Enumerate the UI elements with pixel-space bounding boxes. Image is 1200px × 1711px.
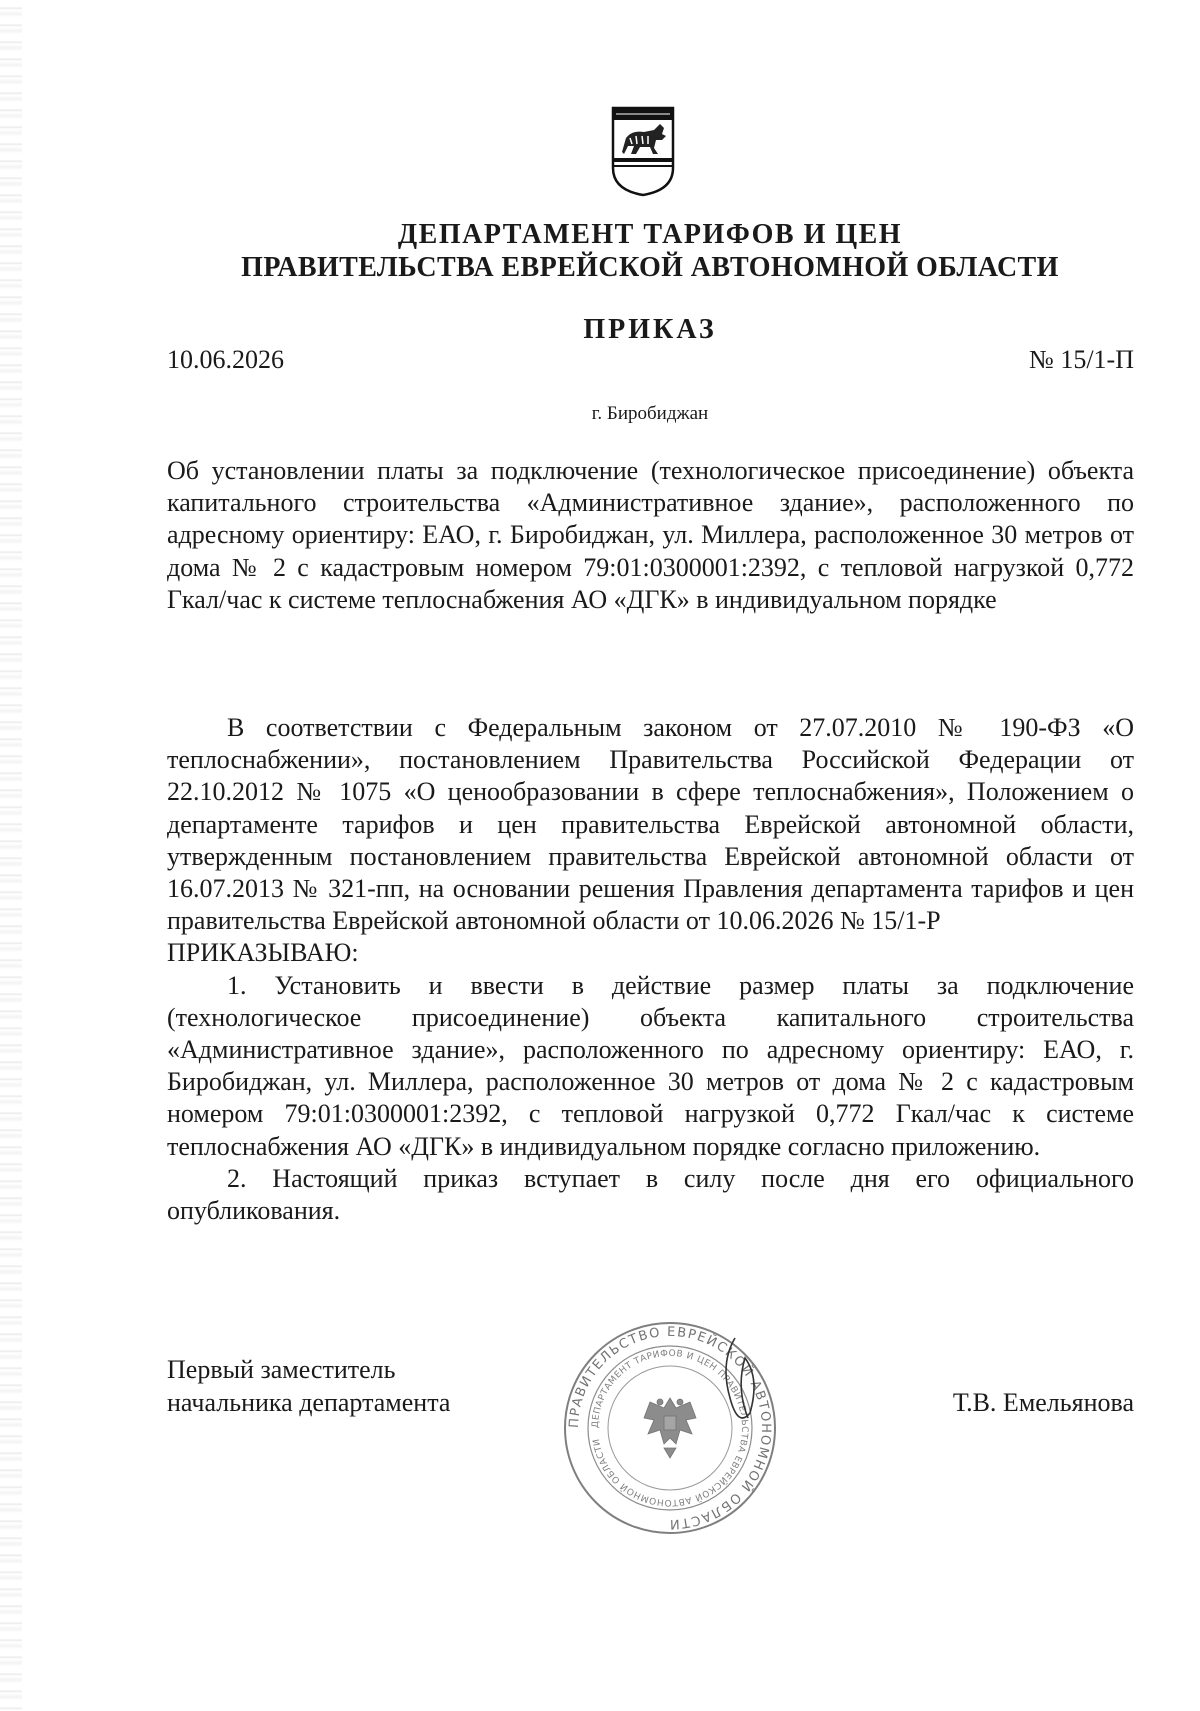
order-item-2: 2. Настоящий приказ вступает в силу после дня его официального опубликования.: [167, 1163, 1134, 1226]
document-date: 10.06.2026: [167, 345, 284, 374]
department-name-line1: ДЕПАРТАМЕНТ ТАРИФОВ И ЦЕН: [397, 219, 903, 250]
document-number: № 15/1-П: [1029, 345, 1134, 374]
signatory-position: [167, 1353, 450, 1419]
seal-outer-text: ПРАВИТЕЛЬСТВО ЕВРЕЙСКОЙ АВТОНОМНОЙ ОБЛАСТИ: [566, 1324, 774, 1532]
document-title: ПРИКАЗ: [583, 314, 717, 345]
double-headed-eagle-icon: [644, 1398, 696, 1458]
signatory-name: Т.В. Емельянова: [952, 1388, 1134, 1417]
order-item-1: 1. Установить и ввести в действие размер платы за подключение (технологическое присоединение) объекта капитального строительства «Административное здание», расположенного по адресному ориентиру: ЕАО, г. Биробиджан, ул. Миллера, расположенное 30 метров от дома № 2 с кадастровым номером 79:01:0300001:2392, с тепловой нагрузкой 0,772 Гкал/час к системе теплоснабжения АО «ДГК» в индивидуальном порядке согласно приложению.: [167, 970, 1134, 1161]
document-body: [167, 712, 1134, 1227]
seal-inner-text: ДЕПАРТАМЕНТ ТАРИФОВ И ЦЕН ПРАВИТЕЛЬСТВА ЕВРЕЙСКОЙ АВТОНОМНОЙ ОБЛАСТИ: [590, 1348, 750, 1508]
coat-of-arms-icon: [610, 102, 676, 198]
signatory-position-line1: Первый заместитель: [167, 1355, 396, 1384]
signatory-position-line2: начальника департамента: [167, 1388, 451, 1417]
scan-edge-artifact: [0, 0, 22, 1711]
preamble-paragraph: В соответствии с Федеральным законом от 27.07.2010 № 190-ФЗ «О теплоснабжении», постановлением Правительства Российской Федерации от 22.10.2012 № 1075 «О ценообразовании в сфере теплоснабжения», Положением о департаменте тарифов и цен правительства Еврейской автономной области, утвержденным постановлением правительства Еврейской автономной области от 16.07.2013 № 321-пп, на основании решения Правления департамента тарифов и цен правительства Еврейской автономной области от 10.06.2026 № 15/1-Р: [167, 713, 1134, 936]
order-word: ПРИКАЗЫВАЮ:: [167, 938, 359, 968]
department-name-line2: ПРАВИТЕЛЬСТВА ЕВРЕЙСКОЙ АВТОНОМНОЙ ОБЛАСТИ: [241, 252, 1059, 283]
document-subject: Об установлении платы за подключение (технологическое присоединение) объекта капитального строительства «Административное здание», расположенного по адресному ориентиру: ЕАО, г. Биробиджан, ул. Миллера, расположенное 30 метров от дома № 2 с кадастровым номером 79:01:0300001:2392, с тепловой нагрузкой 0,772 Гкал/час к системе теплоснабжения АО «ДГК» в индивидуальном порядке: [167, 456, 1134, 614]
official-seal-icon: [560, 1318, 780, 1538]
document-city: г. Биробиджан: [591, 403, 709, 424]
